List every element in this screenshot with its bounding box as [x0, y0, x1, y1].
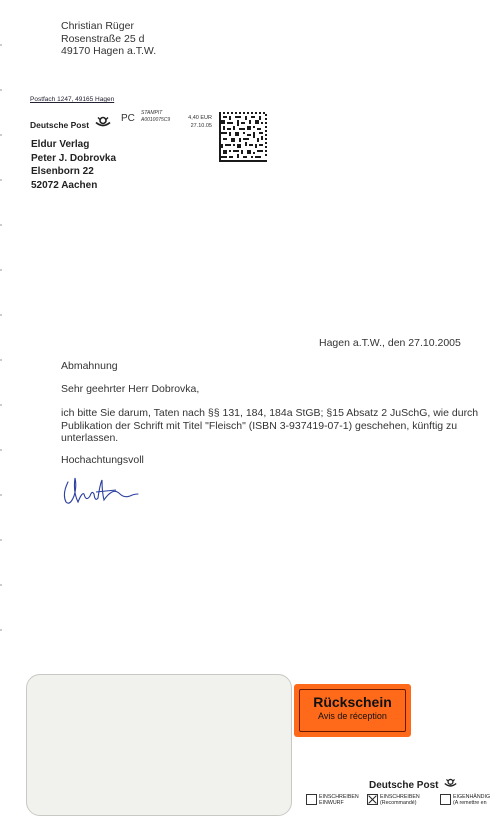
sender-name: Christian Rüger: [61, 20, 134, 32]
letter-closing: Hochachtungsvoll: [61, 454, 144, 466]
place-date: Hagen a.T.W., den 27.10.2005: [319, 337, 461, 349]
checkbox-checked[interactable]: [367, 794, 378, 805]
recipient-address: [31, 138, 116, 192]
option-sublabel: (Recommandé): [380, 800, 417, 806]
body-line: Publikation der Schrift mit Titel "Fleisch" (ISBN 3-937419-07-1) geschehen, künftig zu: [61, 419, 458, 432]
pc-label: PC: [121, 113, 135, 124]
recipient-name: Peter J. Dobrovka: [31, 152, 117, 164]
carrier-logo: [30, 116, 111, 130]
return-receipt-subtitle: Avis de réception: [318, 711, 387, 721]
postage-date: 27.10.05: [190, 123, 212, 129]
checkbox[interactable]: [306, 794, 317, 805]
recipient-city: 52072 Aachen: [31, 179, 98, 191]
body-line: unterlassen.: [61, 432, 119, 444]
stampit-id: A0010075C9: [141, 117, 171, 123]
sender-address: [61, 20, 156, 58]
option-einschreiben-einwurf[interactable]: [306, 794, 359, 806]
stampit-label: STAMPIT: [141, 110, 163, 116]
carrier-name: Deutsche Post: [30, 120, 90, 130]
postage-amount-block: [182, 114, 212, 130]
recipient-company: Eldur Verlag: [31, 139, 90, 150]
receipt-carrier-logo: [369, 778, 457, 791]
option-einschreiben-recommande[interactable]: [367, 794, 420, 806]
stampit-block: [141, 110, 170, 124]
post-horn-icon: [444, 778, 457, 789]
sender-city: 49170 Hagen a.T.W.: [61, 45, 157, 57]
postage-amount: 4,40 EUR: [188, 115, 212, 121]
option-label: EIGENHÄNDIG: [453, 794, 491, 800]
margin-ticks: [0, 0, 6, 808]
return-receipt-label: [294, 684, 411, 737]
receipt-carrier-name: Deutsche Post: [369, 780, 439, 791]
letter-salutation: Sehr geehrter Herr Dobrovka,: [61, 383, 200, 395]
option-label: EINSCHREIBEN: [319, 794, 359, 800]
body-line: ich bitte Sie darum, Taten nach §§ 131, 184, 184a StGB; §15 Absatz 2 JuSchG, wie durch: [61, 407, 479, 419]
checkbox[interactable]: [440, 794, 451, 805]
data-matrix-code: [219, 112, 267, 162]
letter-subject: Abmahnung: [61, 360, 118, 372]
return-address-line: Postfach 1247, 49165 Hagen: [30, 96, 115, 103]
envelope-window: [26, 674, 292, 816]
letter-body: [61, 407, 481, 445]
sender-street: Rosenstraße 25 d: [61, 32, 145, 45]
recipient-street: Elsenborn 22: [31, 166, 94, 177]
option-sublabel: EINWURF: [319, 800, 344, 806]
option-label: EINSCHREIBEN: [380, 794, 420, 800]
option-eigenhaendig[interactable]: [440, 794, 490, 806]
signature: [60, 472, 142, 508]
return-receipt-title: Rückschein: [313, 694, 392, 710]
post-horn-icon: [95, 116, 111, 129]
option-sublabel: (A remettre en: [453, 800, 487, 806]
